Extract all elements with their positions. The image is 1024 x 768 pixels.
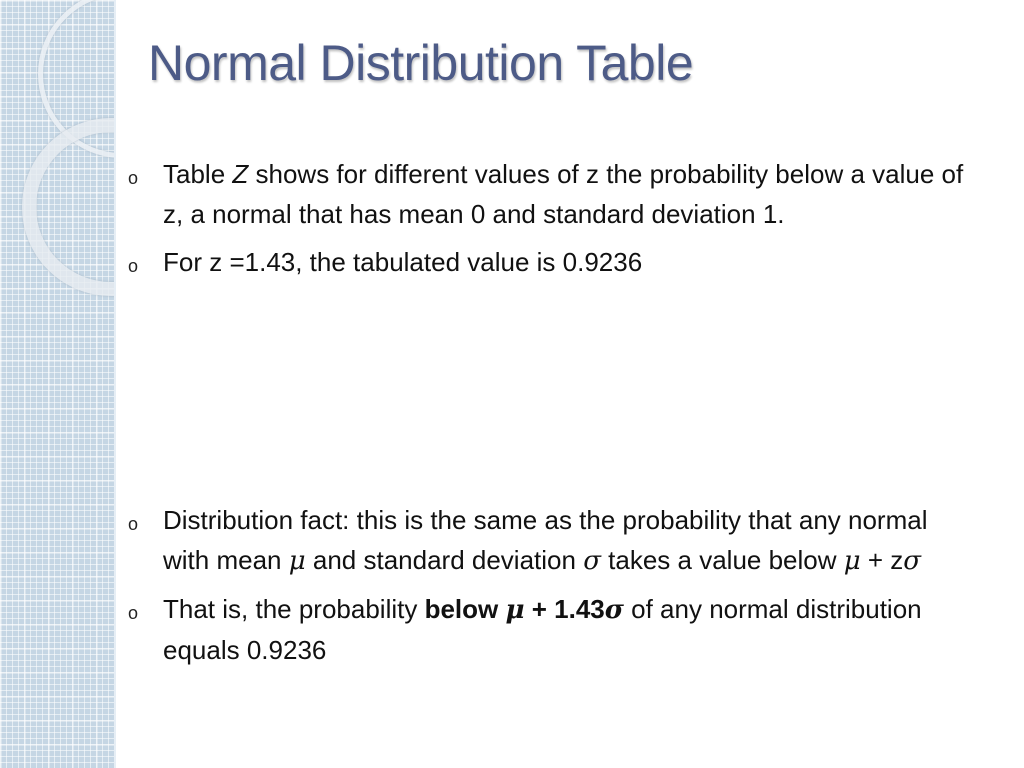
- mu-symbol: μ: [843, 546, 861, 576]
- bullet-marker-icon: o: [128, 514, 139, 534]
- sidebar-divider: [114, 0, 116, 768]
- bullet-text: For z =1.43, the tabulated value is 0.9236: [163, 247, 643, 277]
- bullet-text: Table: [163, 159, 233, 189]
- decorative-sidebar: [0, 0, 114, 768]
- blank-space: [128, 290, 968, 500]
- decorative-ring-middle: [22, 118, 114, 296]
- bullet-table-z-description: [128, 154, 968, 234]
- mu-symbol: μ: [288, 546, 306, 576]
- bullet-probability-conclusion: [128, 589, 968, 670]
- bullet-text: takes a value below: [600, 545, 844, 575]
- bullet-distribution-fact: [128, 500, 968, 581]
- bullet-list: [128, 154, 968, 678]
- bullet-marker-icon: o: [128, 603, 139, 623]
- bullet-text: shows for different values of z the probability below a value of z, a normal that has mean 0 and standard deviation 1.: [163, 159, 964, 229]
- mu-symbol: μ: [505, 595, 525, 625]
- bullet-text: of any normal distribution equals 0.9236: [163, 594, 922, 665]
- bullet-text: and standard deviation: [305, 545, 584, 575]
- slide-title: Normal Distribution Table: [148, 35, 694, 91]
- bullet-marker-icon: o: [128, 168, 139, 188]
- bullet-tabulated-value: [128, 242, 968, 282]
- bullet-text: + z: [860, 545, 904, 575]
- sigma-symbol: σ: [583, 546, 601, 576]
- bold-text: below: [424, 594, 506, 624]
- bullet-marker-icon: o: [128, 256, 139, 276]
- bold-text: + 1.43: [524, 594, 605, 624]
- bullet-text: Distribution fact: this is the same as the probability that any normal with mean: [163, 505, 928, 575]
- sigma-symbol: σ: [903, 546, 922, 576]
- table-z-symbol: Z: [232, 159, 249, 189]
- sigma-symbol: σ: [604, 595, 624, 625]
- bullet-text: That is, the probability: [163, 594, 425, 624]
